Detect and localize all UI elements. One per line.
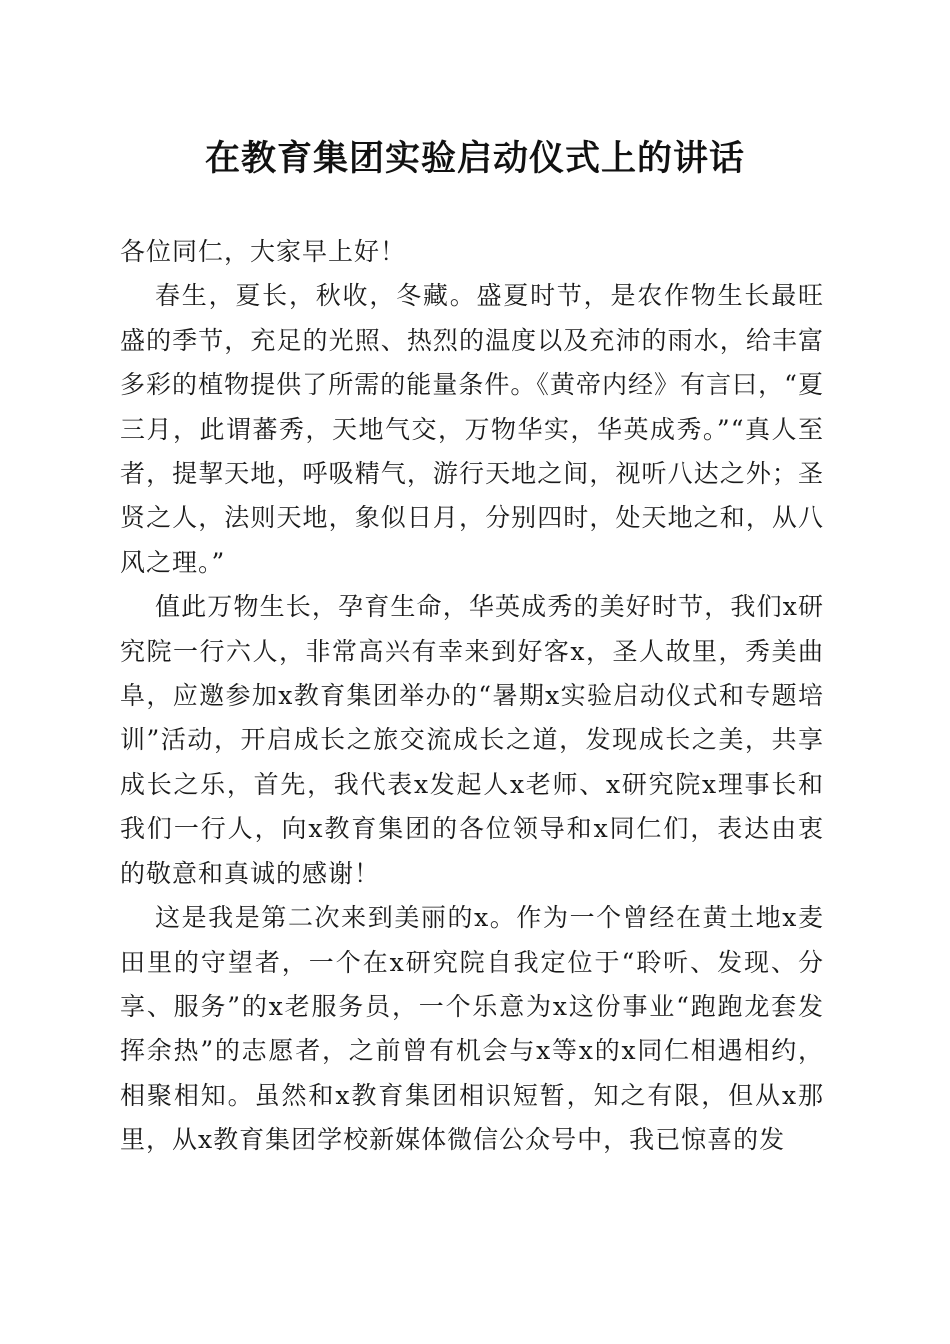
body-paragraph: 这是我是第二次来到美丽的x。作为一个曾经在黄土地x麦田里的守望者，一个在x研究院自我定位于“聆听、发现、分享、服务”的x老服务员，一个乐意为x这份事业“跑跑龙套发挥余热”的志愿者，之前曾有机会与x等x的x同仁相遇相约，相聚相知。虽然和x教育集团相识短暂，知之有限，但从x那里，从x教育集团学校新媒体微信公众号中，我已惊喜的发 bbox=[120, 903, 824, 1155]
greeting-paragraph: 各位同仁，大家早上好！ bbox=[120, 237, 407, 266]
document-body bbox=[120, 230, 824, 1163]
body-paragraph: 春生，夏长，秋收，冬藏。盛夏时节，是农作物生长最旺盛的季节，充足的光照、热烈的温度以及充沛的雨水，给丰富多彩的植物提供了所需的能量条件。《黄帝内经》有言曰，“夏三月，此谓蕃秀，天地气交，万物华实，华英成秀。”“真人至者，提挈天地，呼吸精气，游行天地之间，视听八达之外；圣贤之人，法则天地，象似日月，分别四时，处天地之和，从八风之理。” bbox=[120, 281, 824, 577]
page-title: 在教育集团实验启动仪式上的讲话 bbox=[204, 138, 745, 179]
body-paragraph: 值此万物生长，孕育生命，华英成秀的美好时节，我们x研究院一行六人，非常高兴有幸来到好客x，圣人故里，秀美曲阜，应邀参加x教育集团举办的“暑期x实验启动仪式和专题培训”活动，开启成长之旅交流成长之道，发现成长之美，共享成长之乐，首先，我代表x发起人x老师、x研究院x理事长和我们一行人，向x教育集团的各位领导和x同仁们，表达由衷的敬意和真诚的感谢！ bbox=[120, 592, 824, 888]
